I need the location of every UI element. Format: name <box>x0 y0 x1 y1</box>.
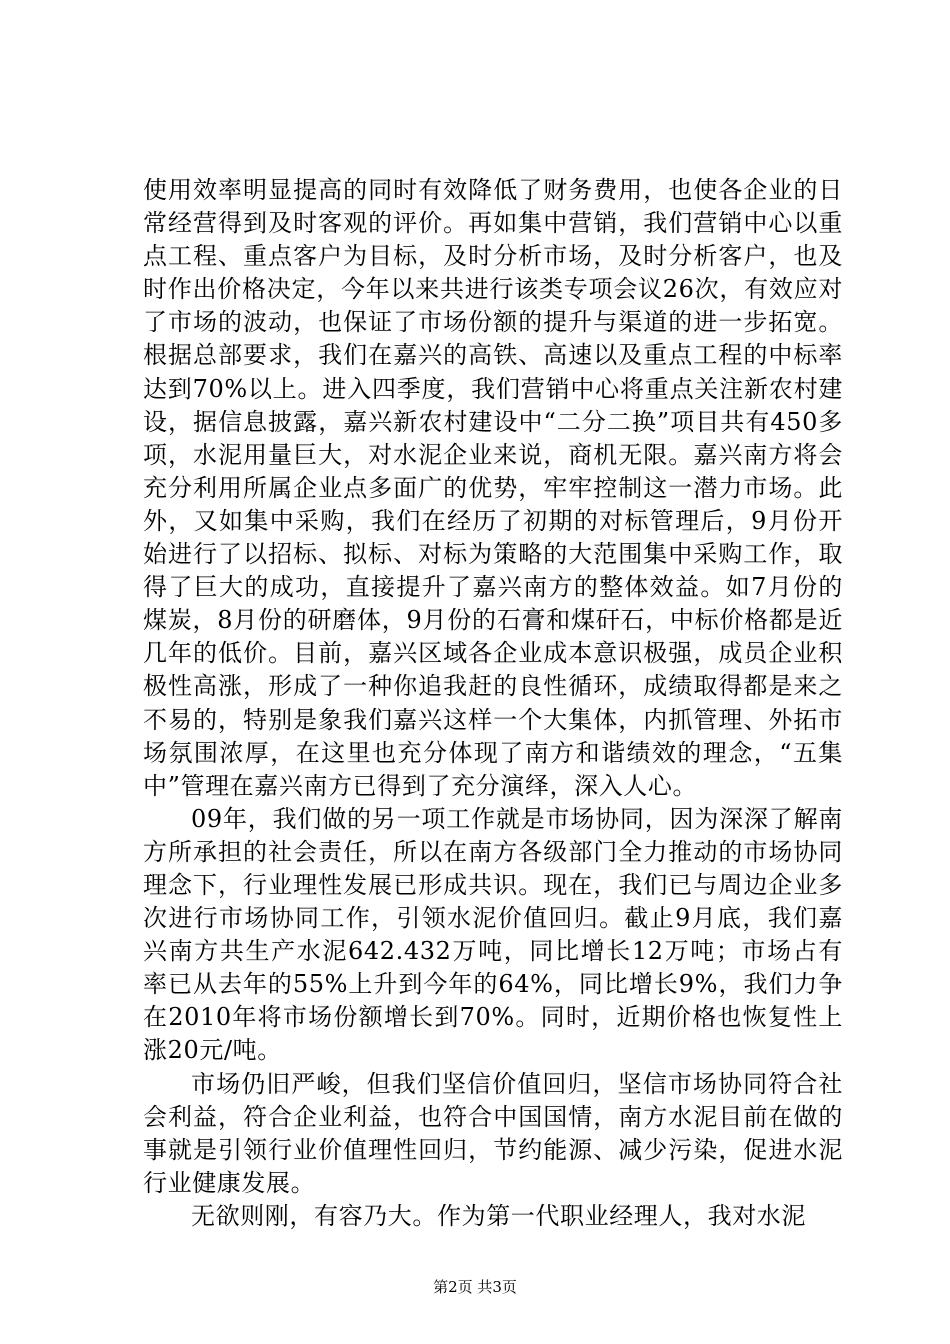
paragraph-continuation: 使用效率明显提高的同时有效降低了财务费用，也使各企业的日常经营得到及时客观的评价。再如集中营销，我们营销中心以重点工程、重点客户为目标，及时分析市场，及时分析客户，也及时作出价格决定，今年以来共进行该类专项会议26次，有效应对了市场的波动，也保证了市场份额的提升与渠道的进一步拓宽。根据总部要求，我们在嘉兴的高铁、高速以及重点工程的中标率达到70%以上。进入四季度，我们营销中心将重点关注新农村建设，据信息披露，嘉兴新农村建设中“二分二换”项目共有450多项，水泥用量巨大，对水泥企业来说，商机无限。嘉兴南方将会充分利用所属企业点多面广的优势，牢牢控制这一潜力市场。此外，又如集中采购，我们在经历了初期的对标管理后，9月份开始进行了以招标、拟标、对标为策略的大范围集中采购工作，取得了巨大的成功，直接提升了嘉兴南方的整体效益。如7月份的煤炭，8月份的研磨体，9月份的石膏和煤矸石，中标价格都是近几年的低价。目前，嘉兴区域各企业成本意识极强，成员企业积极性高涨，形成了一种你追我赶的良性循环，成绩取得都是来之不易的，特别是象我们嘉兴这样一个大集体，内抓管理、外拓市场氛围浓厚，在这里也充分体现了南方和谐绩效的理念，“五集中”管理在嘉兴南方已得到了充分演绎，深入人心。 <box>143 176 843 800</box>
document-body <box>143 174 843 1233</box>
paragraph-closing-start: 无欲则刚，有容乃大。作为第一代职业经理人，我对水泥 <box>191 1201 806 1230</box>
page-number-footer: 第2页 共3页 <box>433 1278 517 1296</box>
paragraph-market-coordination: 09年，我们做的另一项工作就是市场协同，因为深深了解南方所承担的社会责任，所以在南方各级部门全力推动的市场协同理念下，行业理性发展已形成共识。现在，我们已与周边企业多次进行市场协同工作，引领水泥价值回归。截止9月底，我们嘉兴南方共生产水泥642.432万吨，同比增长12万吨；市场占有率已从去年的55%上升到今年的64%，同比增长9%，我们力争在2010年将市场份额增长到70%。同时，近期价格也恢复性上涨20元/吨。 <box>143 804 843 1065</box>
paragraph-value-return: 市场仍旧严峻，但我们坚信价值回归，坚信市场协同符合社会利益，符合企业利益，也符合中国国情，南方水泥目前在做的事就是引领行业价值理性回归，节约能源、减少污染，促进水泥行业健康发展。 <box>143 1069 843 1197</box>
